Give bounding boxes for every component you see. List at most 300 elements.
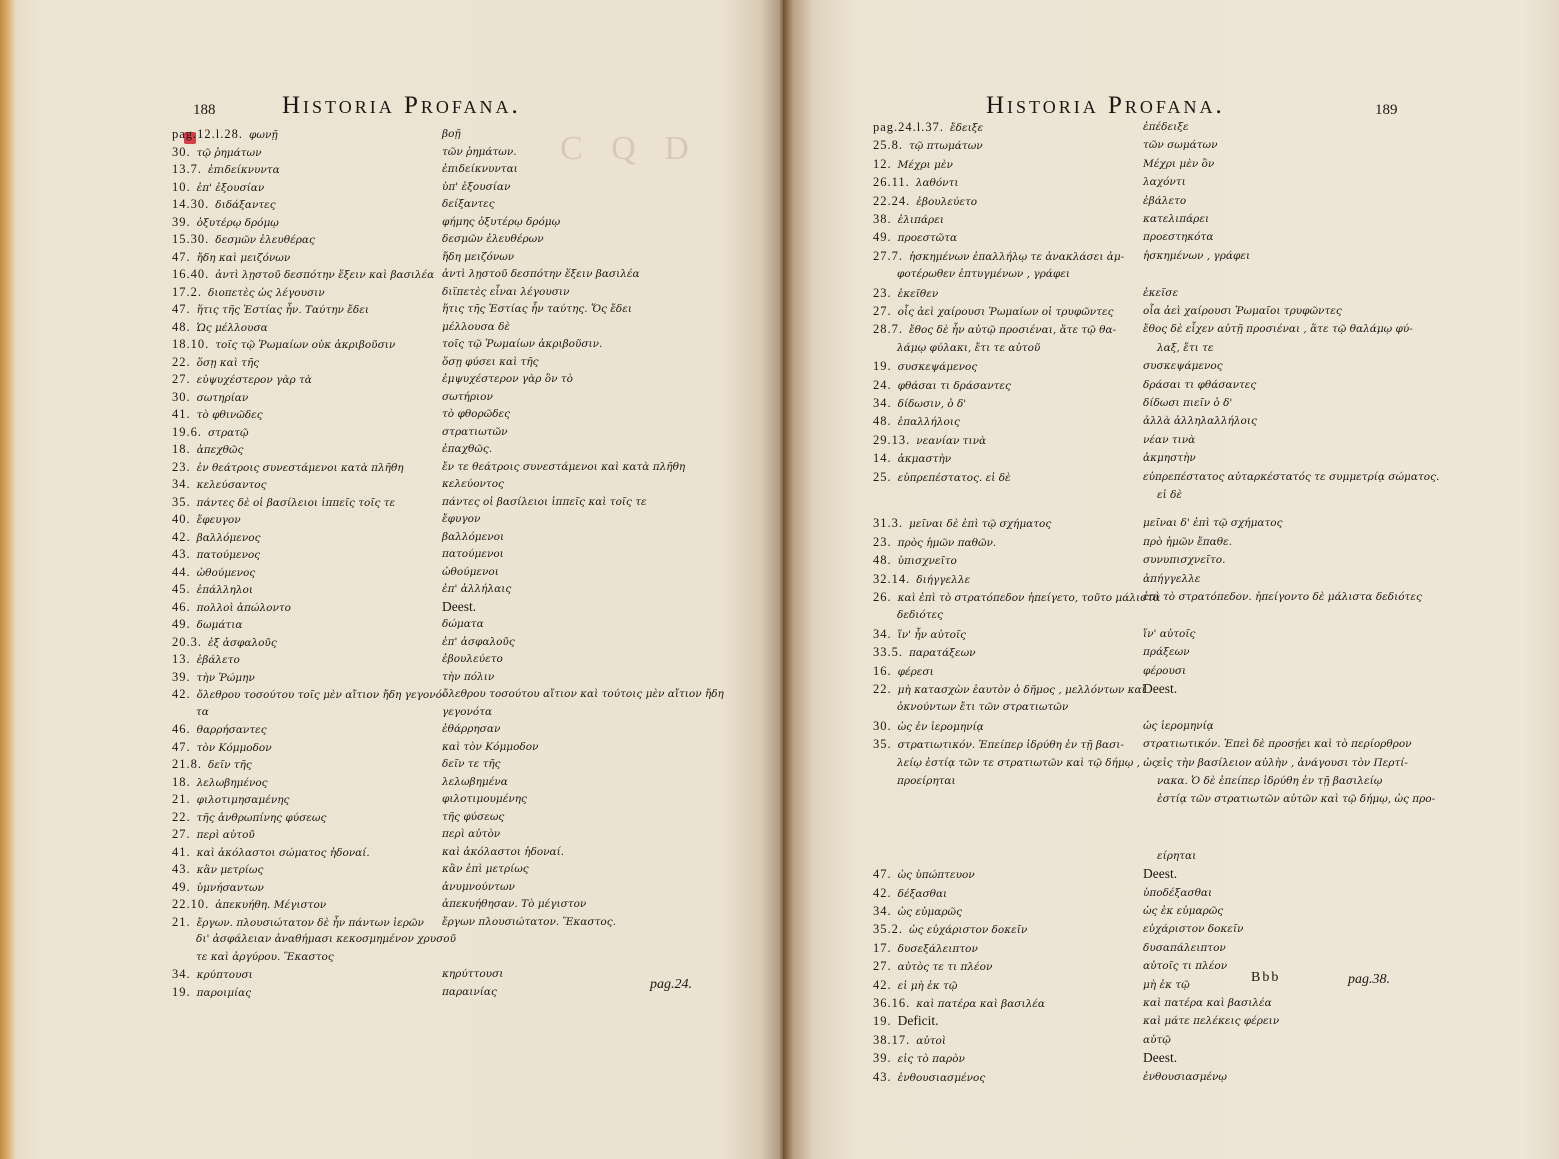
errata-corrected-reading: ἐπέδειξε [1143,121,1189,133]
right-running-head: Historia Profana. [986,92,1225,119]
errata-corrected-reading: λαχόντι [1143,176,1186,189]
errata-reference: 31.3. [873,516,903,531]
errata-corrected-reading: ἵν' αὐτοῖς [1143,627,1196,640]
errata-corrected-reading: ἤδη μειζόνων [442,250,515,263]
errata-original-reading: τὸν Κόμμοδον [196,741,272,754]
errata-original-reading: εὐψυχέστερον γὰρ τὰ [196,374,312,386]
errata-reference: 38.17. [873,1032,911,1047]
errata-row [172,895,762,913]
errata-corrected-reading: ὄλεθρου τοσούτου αἴτιον καὶ τούτοις μὲν αἴτιον ἤδη [442,688,724,700]
errata-row [172,703,762,721]
errata-corrected-reading: δυσαπάλειπτον [1143,941,1226,954]
errata-original-reading: συσκεψάμενος [897,361,978,374]
errata-original-reading: δι' ἀσφάλειαν ἀναθήμασι κεκοσμημένον χρυσοῦ [196,933,456,945]
errata-row [873,173,1553,191]
errata-reference: 42. [873,885,892,900]
errata-corrected-reading: καὶ τὸν Κόμμοδον [442,740,539,753]
errata-row [172,195,762,213]
errata-original-reading: φοτέρωθεν ἐπτυγμένων , γράφει [897,268,1070,281]
errata-corrected-reading: τῶν ῥημάτων. [442,145,517,158]
errata-reference: 26. [873,590,892,604]
errata-corrected-reading: Deest. [1143,1050,1178,1066]
errata-corrected-reading: σωτήριον [442,390,493,403]
errata-corrected-reading: ὡς ἱερομηνίᾳ [1143,719,1214,732]
errata-original-reading: ἵν' ἦν αὐτοῖς [897,628,966,641]
errata-row [873,394,1553,412]
errata-row [873,514,1553,532]
errata-row [172,510,762,528]
errata-corrected-reading: αὐτοῖς τι πλέον [1143,960,1228,973]
errata-original-reading: ἐπ' ἐξουσίαν [196,181,265,194]
errata-row [172,755,762,773]
errata-reference: 42. [873,977,892,992]
errata-corrected-reading: ἀλλὰ ἀλληλαλλήλοις [1143,415,1257,428]
errata-row [172,213,762,231]
errata-original-reading: δέξασθαι [897,887,948,900]
errata-corrected-reading: βαλλόμενοι [442,530,505,543]
errata-original-reading: αὐτοὶ [916,1034,946,1047]
errata-corrected-reading: περὶ αὐτὸν [442,828,501,840]
errata-original-reading: ὄλεθρου τοσούτου τοῖς μὲν αἴτιον ἤδη γεγονό- [196,689,446,701]
errata-row [873,486,1553,504]
errata-original-reading: ἐβουλεύετο [916,195,978,208]
errata-corrected-reading: προεστηκότα [1143,231,1214,244]
errata-reference: 18.10. [172,337,210,351]
errata-row [172,808,762,826]
errata-original-reading: ἀντὶ λῃστοῦ δεσπότην ἕξειν καὶ βασιλέα [215,269,435,281]
errata-corrected-reading: Deest. [442,598,477,614]
errata-corrected-reading: καὶ μάτε πελέκεις φέρειν [1143,1015,1280,1028]
errata-corrected-reading: φέρουσι [1143,664,1187,677]
errata-reference: 42. [172,529,191,544]
errata-reference: 45. [172,582,191,596]
errata-row [873,570,1553,588]
errata-row [873,643,1553,661]
errata-corrected-reading: μέλλουσα δὲ [442,320,511,333]
errata-original-reading: τε καὶ ἀργύρου. Ἕκαστος [196,950,334,963]
errata-reference: 34. [873,626,892,641]
errata-reference: 18. [172,774,191,789]
errata-row [873,698,1553,716]
errata-reference: 34. [873,904,892,918]
errata-corrected-reading: μὴ ἐκ τῷ [1143,978,1190,991]
errata-reference: 43. [172,862,191,876]
errata-row [873,1068,1553,1086]
errata-reference: 22. [172,809,191,824]
errata-reference: 28.7. [873,322,903,337]
errata-row [172,160,762,178]
errata-original-reading: ὡς εὐμαρῶς [897,906,962,918]
errata-original-reading: φωνῇ [249,129,278,141]
errata-original-reading: ἤδη καὶ μειζόνων [196,251,291,264]
errata-original-reading: θαρρήσαντες [196,724,267,736]
errata-row [172,300,762,318]
errata-reference: 24. [873,377,892,392]
errata-row [873,680,1553,698]
errata-reference: 30. [172,144,191,159]
errata-row [873,1031,1553,1049]
errata-corrected-reading: κἂν ἐπὶ μετρίως [442,863,529,875]
errata-row [172,545,762,563]
errata-reference: 27. [873,959,892,974]
errata-corrected-reading: δεσμῶν ἐλευθέρων [442,233,544,245]
errata-row [873,1012,1553,1030]
errata-corrected-reading: ἔν τε θεάτροις συνεστάμενοι καὶ κατὰ πλῆθη [442,460,686,473]
errata-original-reading: μεῖναι δὲ ἐπὶ τῷ σχήματος [909,518,1052,531]
errata-row [172,930,762,948]
errata-reference: 21. [172,792,191,806]
errata-row [873,551,1553,569]
errata-row [172,353,762,371]
errata-original-reading: ὑμνήσαντων [196,881,264,894]
errata-original-reading: βαλλόμενος [196,531,261,544]
errata-original-reading: φιλοτιμησαμένης [196,794,290,806]
errata-row [873,412,1553,430]
errata-reference: 27.7. [873,248,903,263]
errata-reference: 35. [172,494,191,509]
errata-reference: pag.12.l.28. [172,127,244,141]
errata-reference: 32.14. [873,571,911,586]
errata-original-reading: ἀπεχθῶς [196,444,244,456]
errata-row [873,155,1553,173]
errata-row [172,913,762,931]
errata-row [172,475,762,493]
errata-reference: 39. [172,214,191,229]
errata-corrected-reading: ἔθος δὲ εἶχεν αὐτῇ προσιέναι , ἅτε τῷ θαλάμῳ φύ- [1143,323,1413,336]
errata-row [172,388,762,406]
errata-row [172,248,762,266]
errata-reference: 17. [873,940,892,955]
errata-corrected-reading: εὐπρεπέστατος αὐταρκέστατός τε συμμετρίᾳ σώματος. [1143,470,1440,483]
errata-corrected-reading: δίδωσι πιεῖν ὁ δ' [1143,397,1233,409]
errata-original-reading: ἐνθουσιασμένος [897,1071,986,1084]
errata-reference: 23. [873,534,892,549]
errata-reference: 33.5. [873,645,903,660]
errata-original-reading: πρὸς ἡμῶν παθῶν. [897,536,997,549]
errata-original-reading: δωμάτια [196,619,243,631]
left-catchword: pag.24. [650,977,692,992]
errata-row [873,976,1553,994]
errata-corrected-reading: λελωβημένα [442,775,508,788]
errata-original-reading: Μέχρι μὲν [897,158,953,171]
errata-corrected-reading: ἀκμηστὴν [1143,452,1196,465]
errata-reference: pag.24.l.37. [873,120,945,134]
errata-original-reading: προεστῶτα [897,232,958,245]
errata-original-reading: καὶ ἀκόλαστοι σώματος ἡδοναί. [196,846,370,859]
errata-row [172,860,762,878]
errata-original-reading: ὡς εὐχάριστον δοκεῖν [909,924,1028,937]
errata-corrected-reading: βοῇ [442,128,461,140]
errata-corrected-reading: ἑστίᾳ τῶν στρατιωτῶν αὐτῶν καὶ τῷ δήμῳ, ὡς προ- [1157,793,1436,806]
errata-reference: 19. [873,359,892,374]
errata-row [172,423,762,441]
errata-row [172,528,762,546]
errata-corrected-reading: ἐθάρρησαν [442,723,501,735]
errata-original-reading: στρατιωτικόν. Ἐπείπερ ἱδρύθη ἐν τῇ βασι- [897,739,1124,752]
errata-original-reading: ὅσῃ καὶ τῆς [196,356,260,369]
errata-reference: 22. [873,682,892,696]
errata-corrected-reading: δείξαντες [442,198,495,210]
errata-corrected-reading: πράξεων [1143,646,1190,659]
errata-original-reading: εἰς τὸ παρὸν [897,1053,965,1066]
errata-row [873,320,1553,338]
errata-original-reading: ἥτις τῆς Ἑστίας ἦν. Ταύτην ἔδει [196,304,369,316]
errata-corrected-reading: ἐβάλετο [1143,194,1187,207]
errata-corrected-reading: ἐπιδείκνυνται [442,163,518,175]
errata-row [873,136,1553,154]
errata-original-reading: εὐπρεπέστατος. εἰ δὲ [897,471,1011,484]
errata-corrected-reading: δώματα [442,618,484,630]
errata-row [873,865,1553,883]
errata-corrected-reading: φήμης ὀξυτέρῳ δρόμῳ [442,215,561,228]
errata-row [873,939,1553,957]
errata-reference: 23. [873,285,892,300]
errata-row [873,772,1553,790]
errata-reference: 16.40. [172,267,210,281]
errata-reference: 22.24. [873,193,911,208]
errata-corrected-reading: ὑποδέξασθαι [1143,886,1213,899]
errata-row [873,118,1553,136]
errata-corrected-reading: φιλοτιμουμένης [442,793,527,805]
errata-corrected-reading: πρὸ ἡμῶν ἔπαθε. [1143,535,1233,548]
errata-reference: 25. [873,469,892,484]
right-catchword: pag.38. [1348,972,1390,987]
errata-row [172,178,762,196]
errata-reference: 46. [172,722,191,736]
errata-row [873,376,1553,394]
errata-row [172,370,762,388]
errata-original-reading: ὀξυτέρῳ δρόμῳ [196,216,279,229]
errata-row [873,265,1553,283]
errata-reference: 47. [172,302,191,316]
errata-row [172,633,762,651]
errata-original-reading: ἐβάλετο [196,654,240,666]
errata-reference: 10. [172,179,191,194]
errata-original-reading: παροιμίας [196,986,252,999]
errata-row [172,230,762,248]
errata-original-reading: δεσμῶν ἐλευθέρας [215,234,315,246]
errata-corrected-reading: ἀντὶ λῃστοῦ δεσπότην ἕξειν βασιλέα [442,268,640,280]
errata-reference: 19.6. [172,424,202,439]
errata-row [873,357,1553,375]
errata-reference: 35.2. [873,922,903,937]
right-page [783,0,1559,1159]
left-header [0,90,783,122]
errata-row [172,878,762,896]
errata-original-reading: Ὡς μέλλουσα [196,321,268,334]
errata-reference: 21. [172,914,191,929]
errata-row [172,335,762,353]
errata-original-reading: ἔθος δὲ ἦν αὐτῷ προσιέναι, ἅτε τῷ θα- [909,324,1117,337]
errata-reference: 34. [172,477,191,491]
errata-reference: 14. [873,451,892,466]
errata-reference: 47. [172,739,191,754]
errata-original-reading: τὸ φθινῶδες [196,409,263,421]
errata-reference: 47. [873,867,892,882]
errata-row [172,685,762,703]
errata-original-reading: ἐξ ἀσφαλοῦς [208,636,277,649]
errata-corrected-reading: ἐπὶ τὸ στρατόπεδον. ἠπείγοντο δὲ μάλιστα δεδιότες [1143,591,1422,603]
errata-original-reading: τῷ ῥημάτων [196,146,262,159]
errata-reference: 49. [172,617,191,631]
errata-original-reading: τα [196,705,209,718]
errata-corrected-reading: ἔργων πλουσιώτατον. Ἕκαστος. [442,915,616,928]
errata-corrected-reading: τὴν πόλιν [442,670,495,683]
errata-corrected-reading: οἷα ἀεὶ χαίρουσι Ῥωμαῖοι τρυφῶντες [1143,305,1342,317]
errata-corrected-reading: Μέχρι μὲν ὂν [1143,157,1215,170]
errata-original-reading: τῆς ἀνθρωπίνης φύσεως [196,811,327,824]
errata-original-reading: κελεύσαντος [196,479,267,491]
errata-original-reading: τοῖς τῷ Ῥωμαίων οὐκ ἀκριβοῦσιν [215,339,396,351]
errata-original-reading: αὐτὸς τε τι πλέον [897,961,993,974]
errata-corrected-reading: παραινίας [442,985,497,998]
errata-row [873,588,1553,606]
errata-corrected-reading: ἀπεκυήθησαν. Τὸ μέγιστον [442,898,587,910]
errata-original-reading: ἐπαλλήλοις [897,416,960,429]
errata-corrected-reading: δεῖν τε τῆς [442,758,501,770]
signature-mark: Bbb [1251,970,1281,985]
errata-row [873,606,1553,624]
errata-corrected-reading: ἐνθουσιασμένῳ [1143,1070,1227,1083]
errata-original-reading: ὑπισχνεῖτο [897,555,957,568]
errata-corrected-reading: εἰς τὴν βασίλειον αὐλὴν , ἀνάγουσι τὸν Περτί- [1157,756,1408,769]
errata-original-reading: λελωβημένος [196,776,268,789]
errata-reference: 41. [172,407,191,421]
errata-reference: 20.3. [172,634,202,649]
errata-reference: 48. [873,414,892,429]
errata-row [172,458,762,476]
errata-reference: 26.11. [873,175,910,190]
left-page-number: 188 [193,102,216,118]
errata-reference: 18. [172,442,191,456]
errata-reference: 48. [873,553,892,568]
errata-row [172,405,762,423]
errata-row [172,318,762,336]
errata-corrected-reading: ἐκεῖσε [1143,286,1179,299]
errata-original-reading: περὶ αὐτοῦ [196,829,255,841]
errata-original-reading: ὡς ἐν ἱερομηνίᾳ [897,720,984,733]
errata-original-reading: ὠθούμενος [196,566,256,579]
errata-reference: 34. [172,967,191,981]
errata-corrected-reading: λαξ, ἔτι τε [1157,341,1214,354]
errata-corrected-reading: ἀπήγγελλε [1143,572,1201,585]
errata-reference: 22. [172,354,191,369]
errata-original-reading: δεῖν τῆς [208,759,252,771]
errata-corrected-reading: πάντες οἱ βασίλειοι ἱππεῖς καὶ τοῖς τε [442,495,647,508]
errata-corrected-reading: νέαν τινὰ [1143,433,1196,446]
errata-original-reading: μὴ κατασχὼν ἑαυτὸν ὁ δῆμος , μελλόντων καὶ [897,684,1146,696]
errata-original-reading: καὶ ἐπὶ τὸ στρατόπεδον ἠπείγετο, τοῦτο μάλιστα [897,592,1161,604]
errata-row [873,284,1553,302]
errata-original-reading: λάμῳ φύλακι, ἔτι τε αὐτοῦ [897,341,1041,354]
errata-row [873,210,1553,228]
errata-original-reading: Deficit. [897,1013,939,1029]
errata-reference: 27. [172,827,191,841]
errata-row [873,902,1553,920]
errata-original-reading: πάντες δὲ οἱ βασίλειοι ἱππεῖς τοῖς τε [196,496,396,509]
errata-reference: 34. [873,396,892,410]
errata-original-reading: ἔδειξε [950,122,984,134]
errata-corrected-reading: τὸ φθορῶδες [442,408,511,420]
errata-reference: 40. [172,512,191,526]
errata-corrected-reading: κηρύττουσι [442,968,504,980]
errata-corrected-reading: αὐτῷ [1143,1033,1171,1046]
errata-row [873,717,1553,735]
errata-reference: 49. [873,230,892,245]
errata-reference: 27. [873,304,892,318]
bleed-through: C Q D [560,130,699,167]
errata-corrected-reading: δράσαι τι φθάσαντες [1143,378,1257,391]
errata-row [172,125,762,143]
errata-reference: 27. [172,372,191,386]
errata-reference: 49. [172,879,191,894]
errata-row [172,265,762,283]
errata-corrected-reading: διϊπετὲς εἶναι λέγουσιν [442,285,570,298]
errata-row [873,449,1553,467]
errata-original-reading: ἐπιδείκνυντα [208,164,280,176]
errata-row [873,884,1553,902]
errata-row [873,662,1553,680]
errata-reference: 30. [172,389,191,404]
errata-original-reading: λείῳ ἑστίᾳ τῶν τε στρατιωτῶν καὶ τῷ δήμῳ , ὡς [897,756,1158,769]
errata-row [172,493,762,511]
errata-row [172,143,762,161]
errata-row [172,615,762,633]
errata-original-reading: δυσεξάλειπτον [897,942,978,955]
left-running-head: Historia Profana. [282,92,521,119]
errata-row [172,825,762,843]
errata-corrected-reading: κελεύοντος [442,478,504,490]
errata-row [873,192,1553,210]
errata-reference: 38. [873,212,892,226]
errata-row [873,994,1553,1012]
errata-row [172,843,762,861]
errata-corrected-reading: ἀνυμνούντων [442,880,515,893]
errata-corrected-reading: εἰ δὲ [1157,489,1183,501]
errata-reference: 12. [873,156,892,171]
errata-row [873,735,1553,753]
errata-corrected-reading: ὑπ' ἐξουσίαν [442,180,511,193]
errata-reference: 46. [172,599,191,614]
errata-corrected-reading: καὶ πατέρα καὶ βασιλέα [1143,997,1272,1009]
errata-row [172,598,762,616]
errata-corrected-reading: μεῖναι δ' ἐπὶ τῷ σχήματος [1143,517,1283,530]
errata-reference: 13.7. [172,162,202,176]
errata-corrected-reading: ἠσκημένων , γράφει [1143,249,1251,262]
errata-corrected-reading: εὐχάριστον δοκεῖν [1143,923,1244,936]
errata-original-reading: παρατάξεων [909,647,976,660]
errata-corrected-reading: τοῖς τῷ Ῥωμαίων ἀκριβοῦσιν. [442,338,603,350]
errata-row [873,431,1553,449]
errata-reference: 35. [873,737,892,752]
errata-row [873,920,1553,938]
errata-reference: 23. [172,459,191,474]
errata-corrected-reading: νακα. Ὁ δὲ ἐπείπερ ἱδρύθη ἐν τῇ βασιλείῳ [1157,775,1383,787]
errata-corrected-reading: ἐμψυχέστερον γὰρ ὂν τὸ [442,373,573,385]
errata-original-reading: νεανίαν τινὰ [916,434,987,447]
errata-corrected-reading: ἐπ' ἀλλήλαις [442,583,512,595]
errata-corrected-reading: Deest. [1143,866,1178,882]
errata-reference: 15.30. [172,232,210,246]
errata-original-reading: ἀκμαστὴν [897,453,952,466]
errata-row [172,650,762,668]
errata-row [172,440,762,458]
errata-original-reading: εἰ μὴ ἐκ τῷ [897,979,958,992]
errata-row [873,957,1553,975]
errata-row [873,754,1553,772]
errata-corrected-reading: ἐπαχθῶς. [442,443,493,455]
errata-row [172,563,762,581]
